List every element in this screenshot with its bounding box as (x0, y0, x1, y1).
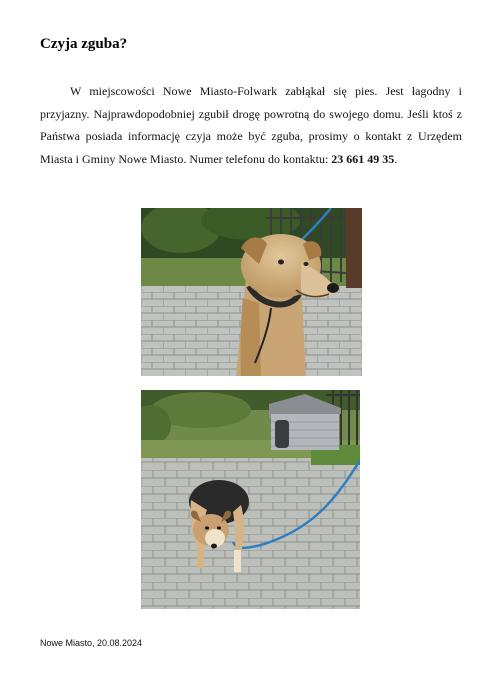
footer-place-date: Nowe Miasto, 20.08.2024 (40, 638, 143, 648)
phone-number: 23 661 49 35 (331, 151, 395, 166)
paragraph-text: W miejscowości Nowe Miasto-Folwark zabłąkał się pies. Jest łagodny i przyjazny. Najprawdopodobniej zgubił drogę powrotną do swojego domu. Jeśli ktoś z Państwa posiada informację czyja może być zguba, prosimy o kontakt z Urzędem Miasta i Gminy Nowe Miasto. Numer telefonu do kontaktu: (40, 84, 462, 166)
dog-photo-closeup (141, 208, 362, 376)
announcement-paragraph (40, 80, 462, 170)
dog-photo-full (141, 390, 360, 609)
document-title: Czyja zguba? (40, 36, 128, 52)
paragraph-end: . (394, 151, 398, 166)
